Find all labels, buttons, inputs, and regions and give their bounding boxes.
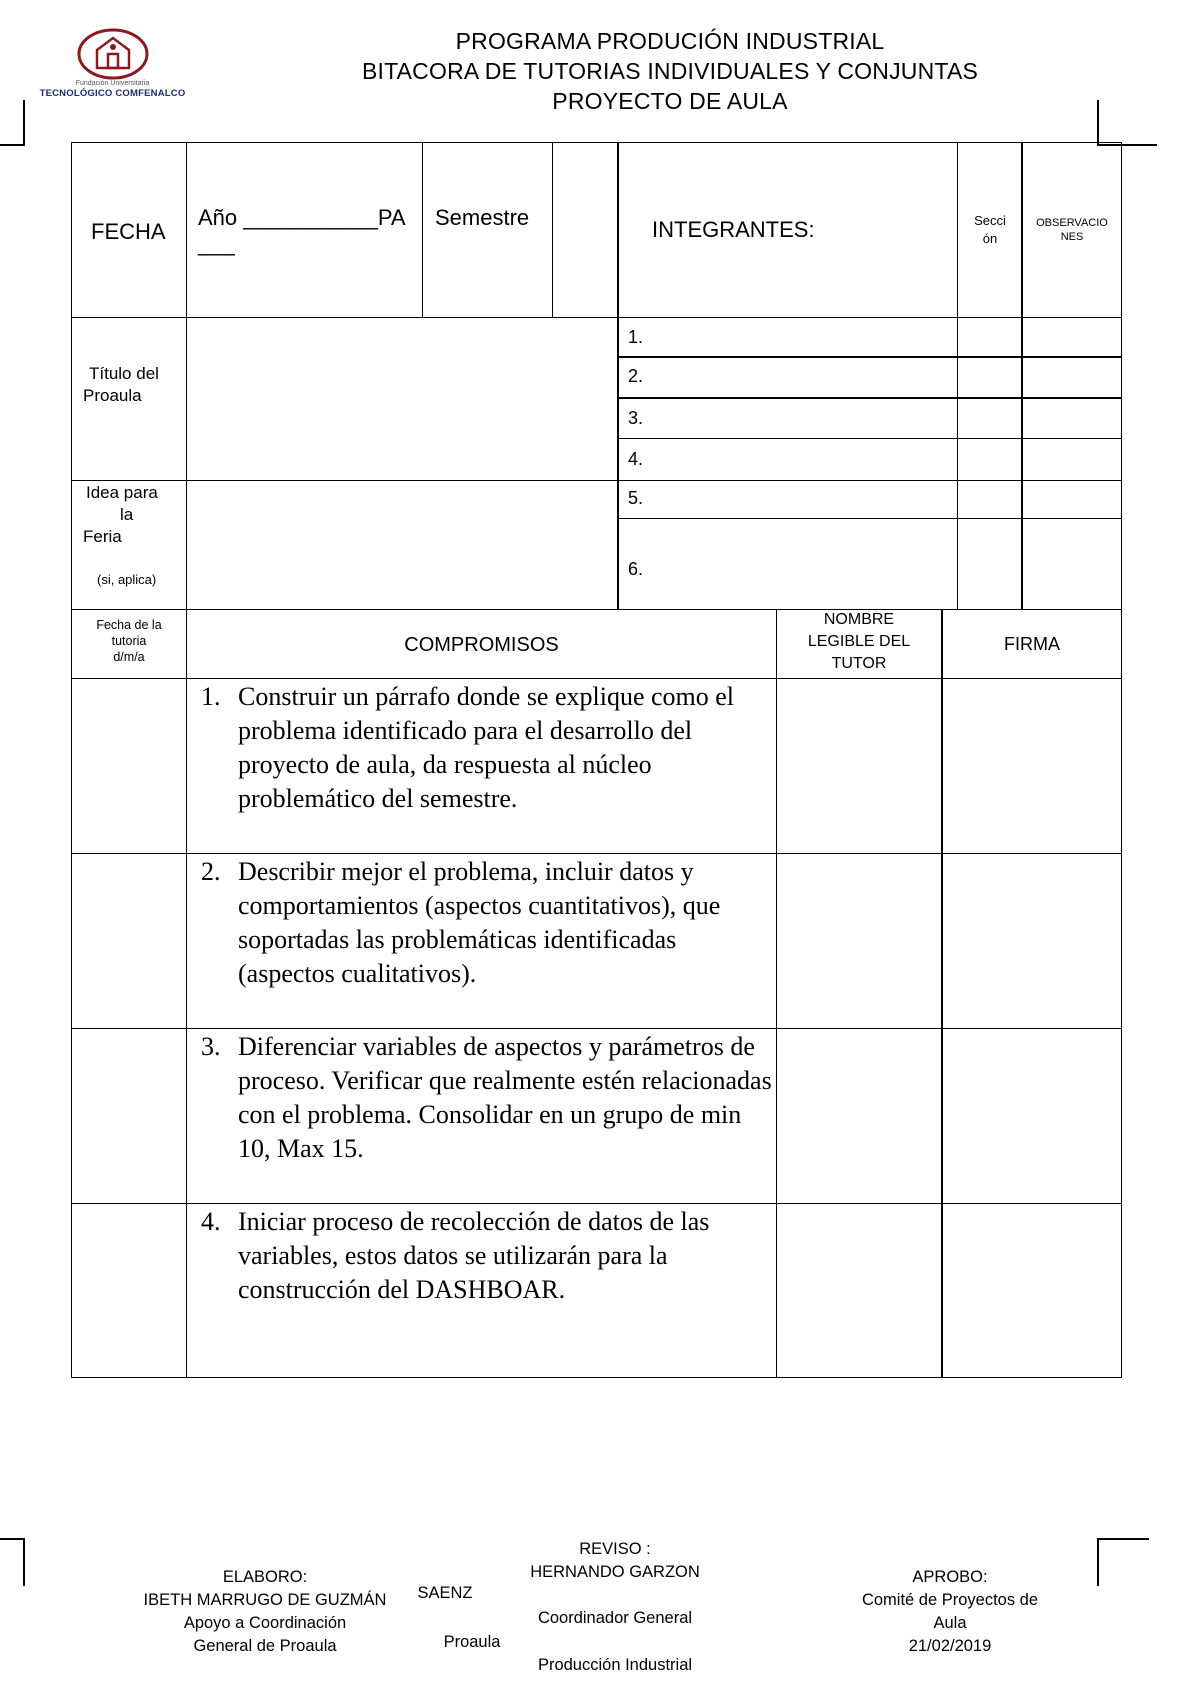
firma-header: [941, 609, 1122, 679]
crop-mark: [0, 144, 25, 146]
commitment-date-cell[interactable]: [71, 853, 187, 1029]
commitment-number: 4.: [201, 1207, 221, 1236]
reviso-label: REVISO :: [579, 1540, 651, 1558]
semestre-value-cell[interactable]: [552, 142, 619, 318]
semestre-cell: [422, 142, 553, 318]
anio-label: Año ___________PA: [198, 205, 406, 230]
crop-mark: [23, 1538, 25, 1586]
seccion-label: Secci: [974, 213, 1006, 228]
member-observaciones-cell[interactable]: [1021, 480, 1122, 519]
commitment-text-cell: [186, 1028, 777, 1204]
reviso-name: HERNANDO GARZON: [530, 1563, 700, 1581]
member-row[interactable]: [617, 356, 958, 398]
idea-note: (si, aplica): [97, 572, 157, 587]
observaciones-cell: [1021, 142, 1122, 318]
crop-mark: [1097, 1538, 1149, 1540]
member-number: 6.: [628, 559, 644, 579]
member-observaciones-cell[interactable]: [1021, 518, 1122, 610]
titulo-value-cell[interactable]: [186, 317, 619, 481]
member-seccion-cell[interactable]: [957, 397, 1023, 439]
commitment-text-cell: [186, 678, 777, 854]
fecha-label: FECHA: [91, 219, 166, 244]
header-title: BITACORA DE TUTORIAS INDIVIDUALES Y CONJUNTAS: [361, 58, 979, 84]
integrantes-cell: [617, 142, 958, 318]
member-seccion-cell[interactable]: [957, 518, 1023, 610]
aprobo-role: Comité de Proyectos de: [861, 1591, 1039, 1609]
commitment-text-cell: [186, 1203, 777, 1378]
aprobo-label: APROBO:: [912, 1568, 988, 1586]
titulo-label-cell: [71, 317, 187, 481]
member-row[interactable]: [617, 317, 958, 357]
compromisos-label: COMPROMISOS: [404, 634, 559, 656]
member-row[interactable]: [617, 518, 958, 610]
crop-mark: [0, 1538, 25, 1540]
observaciones-label-cont: NES: [1060, 231, 1084, 243]
member-number: 2.: [628, 366, 644, 386]
idea-value-cell[interactable]: [186, 480, 619, 610]
commitment-text: Iniciar proceso de recolección de datos de las variables, estos datos se utilizarán para la construcción del DASHBOAR.: [238, 1207, 710, 1304]
signature-cell[interactable]: [941, 1028, 1122, 1204]
elaboro-role: Apoyo a Coordinación: [183, 1614, 347, 1632]
member-observaciones-cell[interactable]: [1021, 317, 1122, 357]
nombre-tutor-label-cont2: TUTOR: [831, 655, 887, 672]
aprobo-block: [830, 1566, 1070, 1658]
member-observaciones-cell[interactable]: [1021, 356, 1122, 398]
idea-label-cont2: Feria: [83, 527, 122, 546]
aprobo-date: 21/02/2019: [908, 1637, 992, 1655]
member-seccion-cell[interactable]: [957, 480, 1023, 519]
commitment-number: 1.: [201, 682, 221, 711]
seccion-label-cont: ón: [982, 231, 998, 246]
elaboro-label: ELABORO:: [222, 1568, 308, 1586]
commitment-text: Diferenciar variables de aspectos y parámetros de proceso. Verificar que realmente estén relacionadas con el problema. Consolidar en un grupo de min 10, Max 15.: [238, 1032, 772, 1163]
seccion-cell: [957, 142, 1023, 318]
member-number: 4.: [628, 449, 644, 469]
commitment-date-cell[interactable]: [71, 678, 187, 854]
elaboro-block: [120, 1566, 410, 1658]
firma-label: FIRMA: [1004, 634, 1060, 654]
nombre-tutor-header: [776, 609, 942, 679]
elaboro-role-cont: General de Proaula: [193, 1637, 337, 1655]
commitment-date-cell[interactable]: [71, 1203, 187, 1378]
logo-title: TECNOLÓGICO COMFENALCO: [39, 88, 186, 99]
titulo-label: Título del: [89, 364, 159, 383]
compromisos-header: [186, 609, 777, 679]
member-observaciones-cell[interactable]: [1021, 438, 1122, 481]
nombre-tutor-label-cont: LEGIBLE DEL: [807, 633, 911, 650]
fecha-tutoria-format: d/m/a: [113, 650, 145, 664]
signature-cell[interactable]: [941, 678, 1122, 854]
commitment-number: 3.: [201, 1032, 221, 1061]
commitment-date-cell[interactable]: [71, 1028, 187, 1204]
fecha-tutoria-label: Fecha de la: [96, 618, 162, 632]
member-row[interactable]: [617, 397, 958, 439]
commitment-text-cell: [186, 853, 777, 1029]
crop-mark: [1097, 1538, 1099, 1586]
fecha-tutoria-label-cont: tutoria: [111, 634, 147, 648]
anio-cell[interactable]: [186, 142, 423, 318]
proaula-text: Proaula: [443, 1633, 501, 1651]
member-number: 3.: [628, 408, 644, 428]
elaboro-name: IBETH MARRUGO DE GUZMÁN: [143, 1591, 387, 1609]
member-number: 1.: [628, 327, 644, 347]
signature-cell[interactable]: [941, 1203, 1122, 1378]
tutor-name-cell[interactable]: [776, 1203, 942, 1378]
member-seccion-cell[interactable]: [957, 356, 1023, 398]
saenz-text: SAENZ: [417, 1584, 473, 1602]
integrantes-label: INTEGRANTES:: [652, 217, 815, 242]
nombre-tutor-label: NOMBRE: [823, 611, 895, 628]
commitment-text: Construir un párrafo donde se explique como el problema identificado para el desarrollo del proyecto de aula, da respuesta al núcleo problemático del semestre.: [238, 682, 735, 813]
member-observaciones-cell[interactable]: [1021, 397, 1122, 439]
member-seccion-cell[interactable]: [957, 438, 1023, 481]
aprobo-role-cont: Aula: [933, 1614, 967, 1632]
reviso-role: Coordinador General: [537, 1609, 693, 1627]
idea-label-cont: la: [120, 505, 134, 524]
logo-subtitle: Fundación Universitaria: [75, 80, 150, 87]
idea-label-cell: [71, 480, 187, 610]
header-program: PROGRAMA PRODUCIÓN INDUSTRIAL: [455, 28, 885, 54]
fecha-tutoria-header: [71, 609, 187, 679]
member-row[interactable]: [617, 438, 958, 481]
semestre-label: Semestre: [435, 205, 530, 230]
member-seccion-cell[interactable]: [957, 317, 1023, 357]
reviso-role-cont: Producción Industrial: [537, 1656, 693, 1674]
tutor-name-cell[interactable]: [776, 853, 942, 1029]
header-subtitle: PROYECTO DE AULA: [552, 88, 788, 114]
tutor-name-cell[interactable]: [776, 678, 942, 854]
commitment-number: 2.: [201, 857, 221, 886]
idea-label: Idea para: [86, 483, 158, 502]
commitment-text: Describir mejor el problema, incluir datos y comportamientos (aspectos cuantitativos), que soportadas las problemáticas identificadas (aspectos cualitativos).: [238, 857, 721, 988]
titulo-label-cont: Proaula: [83, 386, 142, 405]
anio-label-cont: ___: [198, 231, 235, 256]
member-row[interactable]: [617, 480, 958, 519]
signature-cell[interactable]: [941, 853, 1122, 1029]
observaciones-label: OBSERVACIO: [1036, 217, 1108, 229]
tutor-name-cell[interactable]: [776, 1028, 942, 1204]
member-number: 5.: [628, 488, 644, 508]
fecha-cell: [71, 142, 187, 318]
